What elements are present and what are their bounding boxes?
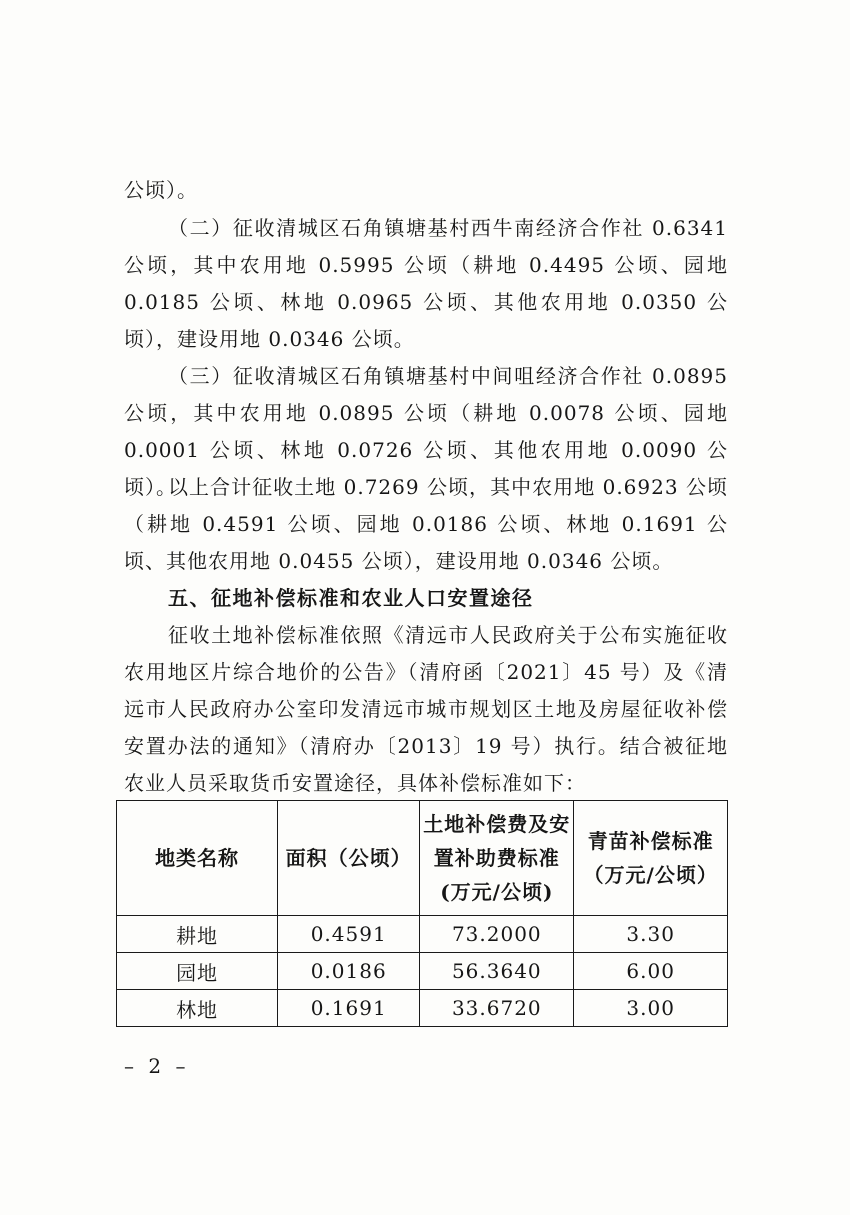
paragraph-continuation: 公顷）。 <box>124 178 198 202</box>
compensation-table <box>116 800 728 1027</box>
page-number: – 2 – <box>124 1054 190 1078</box>
header-land-type: 地类名称 <box>117 801 278 916</box>
cell-area: 0.4591 <box>278 916 420 953</box>
cell-crop-compensation: 6.00 <box>574 953 728 990</box>
header-area: 面积（公顷） <box>278 801 420 916</box>
section-heading: 五、征地补偿标准和农业人口安置途径 <box>168 586 534 610</box>
header-crop-compensation: 青苗补偿标准（万元/公顷） <box>574 801 728 916</box>
cell-land-type: 耕地 <box>117 916 278 953</box>
table-row <box>117 953 728 990</box>
cell-crop-compensation: 3.30 <box>574 916 728 953</box>
cell-land-type: 林地 <box>117 990 278 1027</box>
cell-land-compensation: 33.6720 <box>420 990 574 1027</box>
cell-area: 0.0186 <box>278 953 420 990</box>
table-header-row <box>117 801 728 916</box>
cell-land-compensation: 73.2000 <box>420 916 574 953</box>
cell-crop-compensation: 3.00 <box>574 990 728 1027</box>
cell-land-compensation: 56.3640 <box>420 953 574 990</box>
header-land-compensation: 土地补偿费及安置补助费标准(万元/公顷) <box>420 801 574 916</box>
paragraph-item-3: （三）征收清城区石角镇塘基村中间咀经济合作社 0.0895 公顷，其中农用地 0.0895 公顷（耕地 0.0078 公顷、园地 0.0001 公顷、林地 0.0726 公顷、其他农用地 0.0090 公顷）。 <box>124 364 728 499</box>
paragraph-total: 以上合计征收土地 0.7269 公顷，其中农用地 0.6923 公顷（耕地 0.4591 公顷、园地 0.0186 公顷、林地 0.1691 公顷、其他农用地 0.0455 公顷），建设用地 0.0346 公顷。 <box>124 475 728 573</box>
table-row <box>117 990 728 1027</box>
cell-area: 0.1691 <box>278 990 420 1027</box>
cell-land-type: 园地 <box>117 953 278 990</box>
table-row <box>117 916 728 953</box>
paragraph-compensation-basis: 征收土地补偿标准依照《清远市人民政府关于公布实施征收农用地区片综合地价的公告》（清府函〔2021〕45 号）及《清远市人民政府办公室印发清远市城市规划区土地及房屋征收补偿安置办法的通知》（清府办〔2013〕19 号）执行。结合被征地农业人员采取货币安置途径，具体补偿标准如下： <box>124 623 728 795</box>
paragraph-item-2: （二）征收清城区石角镇塘基村西牛南经济合作社 0.6341 公顷，其中农用地 0.5995 公顷（耕地 0.4495 公顷、园地 0.0185 公顷、林地 0.0965 公顷、其他农用地 0.0350 公顷），建设用地 0.0346 公顷。 <box>124 216 728 351</box>
